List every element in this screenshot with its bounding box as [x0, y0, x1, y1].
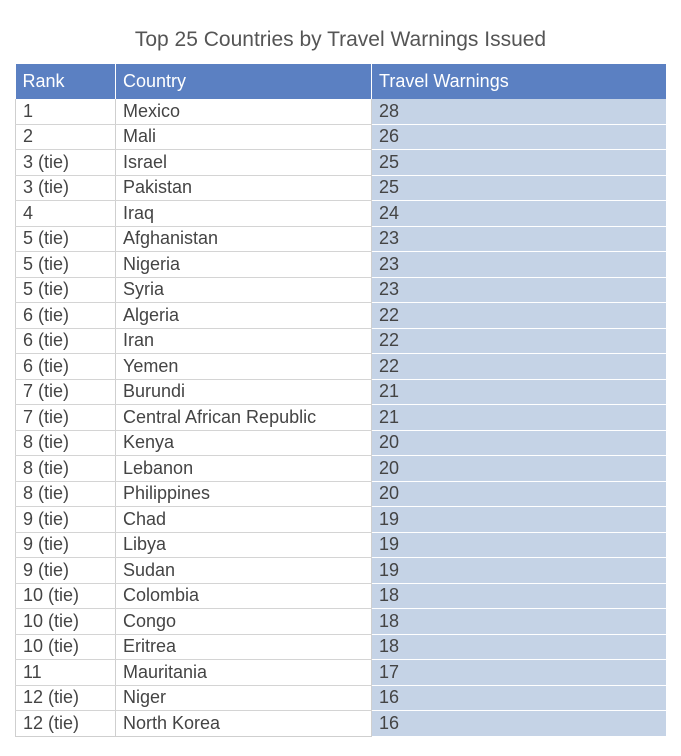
table-row	[16, 354, 666, 380]
column-header-travel-warnings: Travel Warnings	[372, 64, 666, 99]
rank-cell: 3 (tie)	[16, 150, 116, 176]
country-cell: Yemen	[116, 354, 372, 380]
travel-warnings-cell: 25	[372, 150, 666, 176]
country-cell: Pakistan	[116, 175, 372, 201]
table-row	[16, 711, 666, 737]
table-row	[16, 583, 666, 609]
country-cell: Mauritania	[116, 660, 372, 686]
travel-warnings-cell: 18	[372, 634, 666, 660]
country-cell: Eritrea	[116, 634, 372, 660]
travel-warnings-cell: 19	[372, 532, 666, 558]
rank-cell: 9 (tie)	[16, 532, 116, 558]
country-cell: Congo	[116, 609, 372, 635]
rank-cell: 9 (tie)	[16, 558, 116, 584]
country-cell: North Korea	[116, 711, 372, 737]
table-row	[16, 277, 666, 303]
rank-cell: 8 (tie)	[16, 456, 116, 482]
table-row	[16, 328, 666, 354]
travel-warnings-cell: 25	[372, 175, 666, 201]
travel-warnings-cell: 18	[372, 583, 666, 609]
rank-cell: 5 (tie)	[16, 252, 116, 278]
table-row	[16, 481, 666, 507]
country-cell: Central African Republic	[116, 405, 372, 431]
country-cell: Mali	[116, 124, 372, 150]
country-cell: Iran	[116, 328, 372, 354]
travel-warnings-cell: 23	[372, 252, 666, 278]
table-row	[16, 532, 666, 558]
country-cell: Niger	[116, 685, 372, 711]
rank-cell: 7 (tie)	[16, 405, 116, 431]
rank-cell: 6 (tie)	[16, 303, 116, 329]
travel-warnings-cell: 20	[372, 456, 666, 482]
chart-title: Top 25 Countries by Travel Warnings Issued	[134, 28, 547, 51]
table-row	[16, 507, 666, 533]
rank-cell: 6 (tie)	[16, 354, 116, 380]
rank-cell: 5 (tie)	[16, 226, 116, 252]
country-cell: Libya	[116, 532, 372, 558]
table-row	[16, 99, 666, 124]
rank-cell: 3 (tie)	[16, 175, 116, 201]
rank-cell: 6 (tie)	[16, 328, 116, 354]
travel-warnings-cell: 21	[372, 405, 666, 431]
rank-cell: 10 (tie)	[16, 609, 116, 635]
rank-cell: 4	[16, 201, 116, 227]
rank-cell: 2	[16, 124, 116, 150]
rank-cell: 8 (tie)	[16, 481, 116, 507]
country-cell: Israel	[116, 150, 372, 176]
travel-warnings-cell: 18	[372, 609, 666, 635]
table-body	[16, 99, 666, 736]
travel-warnings-cell: 22	[372, 354, 666, 380]
country-cell: Philippines	[116, 481, 372, 507]
travel-warnings-cell: 16	[372, 711, 666, 737]
rank-cell: 1	[16, 99, 116, 124]
table-row	[16, 252, 666, 278]
country-cell: Afghanistan	[116, 226, 372, 252]
travel-warnings-cell: 19	[372, 558, 666, 584]
table-row	[16, 634, 666, 660]
travel-warnings-cell: 19	[372, 507, 666, 533]
country-cell: Iraq	[116, 201, 372, 227]
travel-warnings-cell: 26	[372, 124, 666, 150]
table-row	[16, 660, 666, 686]
table-row	[16, 430, 666, 456]
rank-cell: 10 (tie)	[16, 634, 116, 660]
table-row	[16, 303, 666, 329]
table-row	[16, 150, 666, 176]
travel-warnings-cell: 24	[372, 201, 666, 227]
table-row	[16, 456, 666, 482]
travel-warnings-cell: 20	[372, 430, 666, 456]
rank-cell: 12 (tie)	[16, 685, 116, 711]
rank-cell: 5 (tie)	[16, 277, 116, 303]
travel-warnings-cell: 28	[372, 99, 666, 124]
rank-cell: 8 (tie)	[16, 430, 116, 456]
travel-warnings-cell: 22	[372, 328, 666, 354]
country-cell: Algeria	[116, 303, 372, 329]
country-cell: Nigeria	[116, 252, 372, 278]
table-row	[16, 124, 666, 150]
travel-warnings-cell: 21	[372, 379, 666, 405]
table-row	[16, 685, 666, 711]
column-header-rank: Rank	[16, 64, 116, 99]
travel-warnings-cell: 23	[372, 226, 666, 252]
country-cell: Mexico	[116, 99, 372, 124]
country-cell: Kenya	[116, 430, 372, 456]
travel-warnings-cell: 23	[372, 277, 666, 303]
travel-warnings-cell: 22	[372, 303, 666, 329]
rank-cell: 10 (tie)	[16, 583, 116, 609]
rank-cell: 11	[16, 660, 116, 686]
travel-warnings-cell: 16	[372, 685, 666, 711]
rank-cell: 12 (tie)	[16, 711, 116, 737]
table-row	[16, 379, 666, 405]
table-row	[16, 175, 666, 201]
country-cell: Chad	[116, 507, 372, 533]
country-cell: Lebanon	[116, 456, 372, 482]
rank-cell: 7 (tie)	[16, 379, 116, 405]
travel-warnings-table	[15, 64, 666, 737]
country-cell: Burundi	[116, 379, 372, 405]
table-header-row	[16, 64, 666, 99]
country-cell: Sudan	[116, 558, 372, 584]
table-row	[16, 201, 666, 227]
table-row	[16, 226, 666, 252]
table-row	[16, 405, 666, 431]
column-header-country: Country	[116, 64, 372, 99]
travel-warnings-cell: 17	[372, 660, 666, 686]
rank-cell: 9 (tie)	[16, 507, 116, 533]
table-row	[16, 558, 666, 584]
travel-warnings-cell: 20	[372, 481, 666, 507]
country-cell: Colombia	[116, 583, 372, 609]
table-row	[16, 609, 666, 635]
country-cell: Syria	[116, 277, 372, 303]
